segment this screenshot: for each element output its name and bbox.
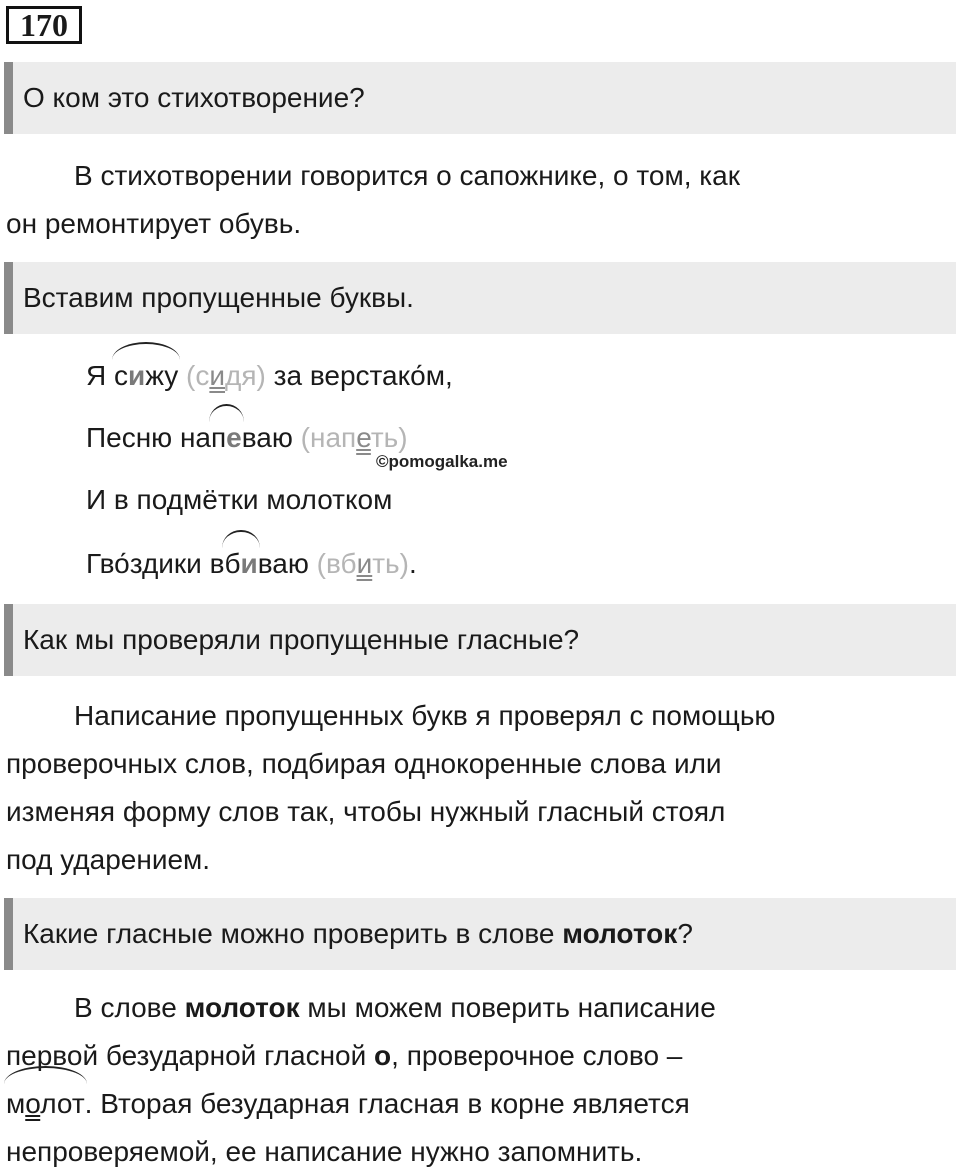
question-4: Какие гласные можно проверить в слове молоток?: [4, 898, 956, 970]
poem-line-3: И в подмётки молотком: [86, 484, 393, 515]
poem-l1-vowel: и: [128, 360, 146, 391]
poem-l1-root: с: [114, 360, 128, 391]
question-3: Как мы проверяли пропущенные гласные?: [4, 604, 956, 676]
watermark: ©pomogalka.me: [376, 452, 508, 471]
poem-l2-check: (напеть): [300, 422, 408, 453]
answer-4-line-3: молот. Вторая безударная гласная в корне является: [6, 1088, 690, 1119]
poem-line-2: Песню на певаю (напеть): [86, 418, 408, 458]
poem-l1-pre: Я: [86, 360, 114, 391]
root-arc: [209, 404, 244, 422]
question-2: Вставим пропущенные буквы.: [4, 262, 956, 334]
answer-4-line-2: первой безударной гласной о, проверочное слово –: [6, 1040, 683, 1071]
root-arc-pev: пе: [211, 418, 242, 458]
root-arc-biv: би: [224, 544, 257, 584]
poem-l1-root-rest: жу: [145, 360, 179, 391]
answer-3-line-4: под ударением.: [6, 844, 211, 875]
answer-1-line-2: он ремонтирует обувь.: [6, 208, 302, 239]
poem-line-4: Гво́здики в биваю (вбить).: [86, 544, 417, 584]
root-arc-sizhu: [114, 356, 178, 396]
question-1: О ком это стихотворение?: [4, 62, 956, 134]
answer-4: [6, 984, 906, 1176]
answer-4-line-4: непроверяемой, ее написание нужно запомнить.: [6, 1136, 643, 1167]
answer-3-line-3: изменяя форму слов так, чтобы нужный гласный стоял: [6, 796, 726, 827]
answer-1-line-1: В стихотворении говорится о сапожнике, о том, как: [74, 160, 740, 191]
answer-3: [6, 692, 906, 884]
answer-3-line-2: проверочных слов, подбирая однокоренные слова или: [6, 748, 722, 779]
root-arc: [222, 530, 259, 548]
task-number: 170: [6, 6, 82, 44]
answer-4-line-1: В слове молоток мы можем поверить написание: [74, 992, 716, 1023]
root-arc-molot: молот: [6, 1080, 85, 1128]
poem-l4-check: (вбить): [316, 548, 409, 579]
answer-1: [6, 152, 906, 248]
poem-l1-check: (сидя): [186, 360, 266, 391]
poem-l1-post: за верстако́м,: [265, 360, 453, 391]
answer-3-line-1: Написание пропущенных букв я проверял с помощью: [74, 700, 776, 731]
poem-line-1: [86, 356, 453, 396]
root-arc: [112, 342, 180, 360]
poem-l2-pre: Песню на: [86, 422, 211, 453]
